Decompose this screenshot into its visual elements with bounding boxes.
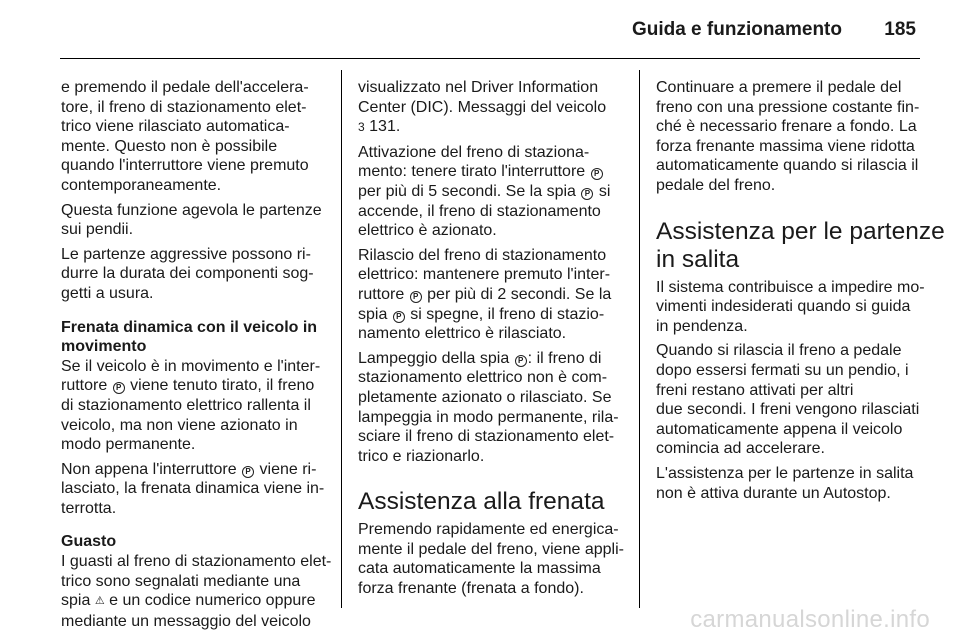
text-line — [358, 285, 622, 305]
paragraph — [358, 143, 622, 241]
paragraph — [656, 464, 920, 503]
subheading-fault — [61, 532, 327, 552]
inline-text: spia — [61, 592, 91, 610]
section-heading-brake-assist: Assistenza alla frenata — [358, 488, 605, 516]
text-line: movimento — [61, 338, 147, 356]
column-divider-right — [639, 70, 640, 608]
page-number: 185 — [884, 19, 916, 40]
subheading-dynamic-braking — [61, 318, 327, 357]
text-line: freni restano attivati per altri — [656, 381, 854, 399]
text-line — [61, 376, 327, 396]
brake-fault-icon: ⚠ — [94, 595, 105, 608]
inline-text: Non appena l'interruttore — [61, 460, 237, 478]
parking-brake-icon: P — [581, 188, 593, 200]
inline-text: si spegne, il freno di stazio- — [410, 305, 605, 323]
inline-text: : il freno di — [527, 349, 602, 367]
paragraph — [61, 78, 327, 196]
paragraph — [61, 357, 327, 455]
text-line: Il sistema contribuisce a impedire mo- — [656, 278, 925, 296]
parking-brake-icon: P — [410, 291, 422, 303]
text-line: mediante un messaggio del veicolo — [61, 612, 311, 630]
paragraph — [358, 246, 622, 344]
paragraph — [358, 520, 622, 598]
text-line: lampeggia in modo permanente, rila- — [358, 408, 619, 426]
text-line — [358, 182, 622, 202]
inline-text: spia — [358, 305, 388, 323]
text-line: contemporaneamente. — [61, 176, 222, 194]
page-header-title: Guida e funzionamento — [631, 19, 842, 40]
text-line: non è attiva durante un Autostop. — [656, 484, 891, 502]
text-line — [358, 305, 622, 325]
inline-text: si — [598, 182, 611, 200]
text-line — [358, 117, 622, 138]
text-line: tore, il freno di stazionamento elet- — [61, 98, 307, 116]
page-reference-icon: 3 — [358, 120, 365, 135]
text-line — [61, 460, 327, 480]
header-divider — [60, 58, 920, 59]
text-line: Rilascio del freno di stazionamento — [358, 246, 607, 264]
text-line: quando l'interruttore viene premuto — [61, 157, 309, 175]
text-line: in pendenza. — [656, 317, 748, 335]
text-line: in salita — [656, 245, 740, 273]
column-divider-left — [341, 70, 342, 608]
text-line: automaticamente quando si rilascia il — [656, 157, 919, 175]
parking-brake-icon: P — [591, 168, 603, 180]
parking-brake-icon: P — [393, 311, 405, 323]
text-column-2 — [358, 78, 622, 604]
parking-brake-icon: P — [242, 466, 254, 478]
text-line: forza frenante massima viene ridotta — [656, 137, 915, 155]
inline-text: per più di 5 secondi. Se la spia — [358, 182, 576, 200]
paragraph — [61, 460, 327, 519]
text-line: sui pendii. — [61, 221, 134, 239]
inline-text: ruttore — [61, 377, 108, 395]
text-line: modo permanente. — [61, 436, 196, 454]
text-line: mente il pedale del freno, viene appli- — [358, 540, 624, 558]
watermark: carmanualsonline.info — [690, 606, 930, 633]
text-line: Guasto — [61, 533, 117, 551]
text-line: ché è necessario frenare a fondo. La — [656, 118, 917, 136]
paragraph — [61, 552, 332, 631]
text-line: pedale del freno. — [656, 176, 776, 194]
text-line: elettrico è azionato. — [358, 222, 497, 240]
inline-text: ruttore — [358, 285, 405, 303]
text-line: mente. Questo non è possibile — [61, 137, 278, 155]
text-line: Assistenza per le partenze — [656, 217, 945, 245]
text-line: Quando si rilascia il freno a pedale — [656, 342, 902, 360]
text-line: Center (DIC). Messaggi del veicolo — [358, 98, 607, 116]
paragraph — [656, 278, 925, 337]
text-line: automaticamente appena il veicolo — [656, 420, 903, 438]
text-line — [61, 591, 327, 612]
inline-text: per più di 2 secondi. Se la — [427, 285, 612, 303]
text-line: terrotta. — [61, 499, 117, 517]
text-line: Frenata dinamica con il veicolo in — [61, 318, 318, 336]
text-line: due secondi. I freni vengono rilasciati — [656, 401, 920, 419]
paragraph — [358, 349, 622, 467]
text-line: comincia ad accelerare. — [656, 440, 825, 458]
inline-text: Lampeggio della spia — [358, 349, 510, 367]
page-reference-link[interactable]: 131. — [369, 118, 401, 136]
text-line: namento elettrico è rilasciato. — [358, 325, 567, 343]
text-line: Le partenze aggressive possono ri- — [61, 245, 311, 263]
inline-text: viene ri- — [259, 460, 317, 478]
text-line — [358, 349, 622, 369]
text-line: Premendo rapidamente ed energica- — [358, 521, 619, 539]
text-line: Questa funzione agevola le partenze — [61, 201, 322, 219]
text-line: trico sono segnalati mediante una — [61, 572, 301, 590]
text-line: Se il veicolo è in movimento e l'inter- — [61, 357, 321, 375]
text-line: veicolo, ma non viene azionato in — [61, 416, 298, 434]
text-line: I guasti al freno di stazionamento elet- — [61, 553, 332, 571]
inline-text: e un codice numerico oppure — [109, 592, 316, 610]
inline-text: viene tenuto tirato, il freno — [130, 377, 315, 395]
text-line: trico e riazionarlo. — [358, 447, 485, 465]
paragraph — [61, 201, 327, 240]
paragraph — [656, 78, 920, 196]
paragraph — [61, 245, 327, 304]
paragraph — [656, 341, 920, 459]
text-line — [358, 162, 622, 182]
parking-brake-icon: P — [515, 355, 527, 367]
text-line: accende, il freno di stazionamento — [358, 202, 601, 220]
text-line: cata automaticamente la massima — [358, 560, 601, 578]
text-line: Attivazione del freno di staziona- — [358, 143, 590, 161]
text-line: Continuare a premere il pedale del — [656, 79, 902, 96]
text-line: elettrico: mantenere premuto l'inter- — [358, 266, 611, 284]
text-line: visualizzato nel Driver Information — [358, 79, 599, 96]
text-column-1 — [61, 78, 332, 636]
text-line: di stazionamento elettrico rallenta il — [61, 396, 311, 414]
text-line: stazionamento elettrico non è com- — [358, 369, 608, 387]
text-line: durre la durata dei componenti sog- — [61, 265, 314, 283]
text-line: sciare il freno di stazionamento elet- — [358, 428, 615, 446]
text-line: lasciato, la frenata dinamica viene in- — [61, 480, 325, 498]
paragraph — [358, 78, 622, 138]
text-line: getti a usura. — [61, 284, 154, 302]
text-line: L'assistenza per le partenze in salita — [656, 464, 914, 482]
text-line: vimenti indesiderati quando si guida — [656, 298, 911, 316]
text-line: e premendo il pedale dell'accelera- — [61, 79, 309, 96]
text-line: trico viene rilasciato automatica- — [61, 118, 290, 136]
text-line: pletamente azionato o rilasciato. Se — [358, 388, 612, 406]
parking-brake-icon: P — [113, 382, 125, 394]
text-line: freno con una pressione costante fin- — [656, 98, 920, 116]
inline-text: mento: tenere tirato l'interruttore — [358, 163, 586, 181]
section-heading-hill-start-assist — [656, 217, 945, 274]
text-line: forza frenante (frenata a fondo). — [358, 580, 584, 598]
text-line: dopo essersi fermati su un pendio, i — [656, 361, 909, 379]
text-column-3 — [656, 78, 945, 508]
